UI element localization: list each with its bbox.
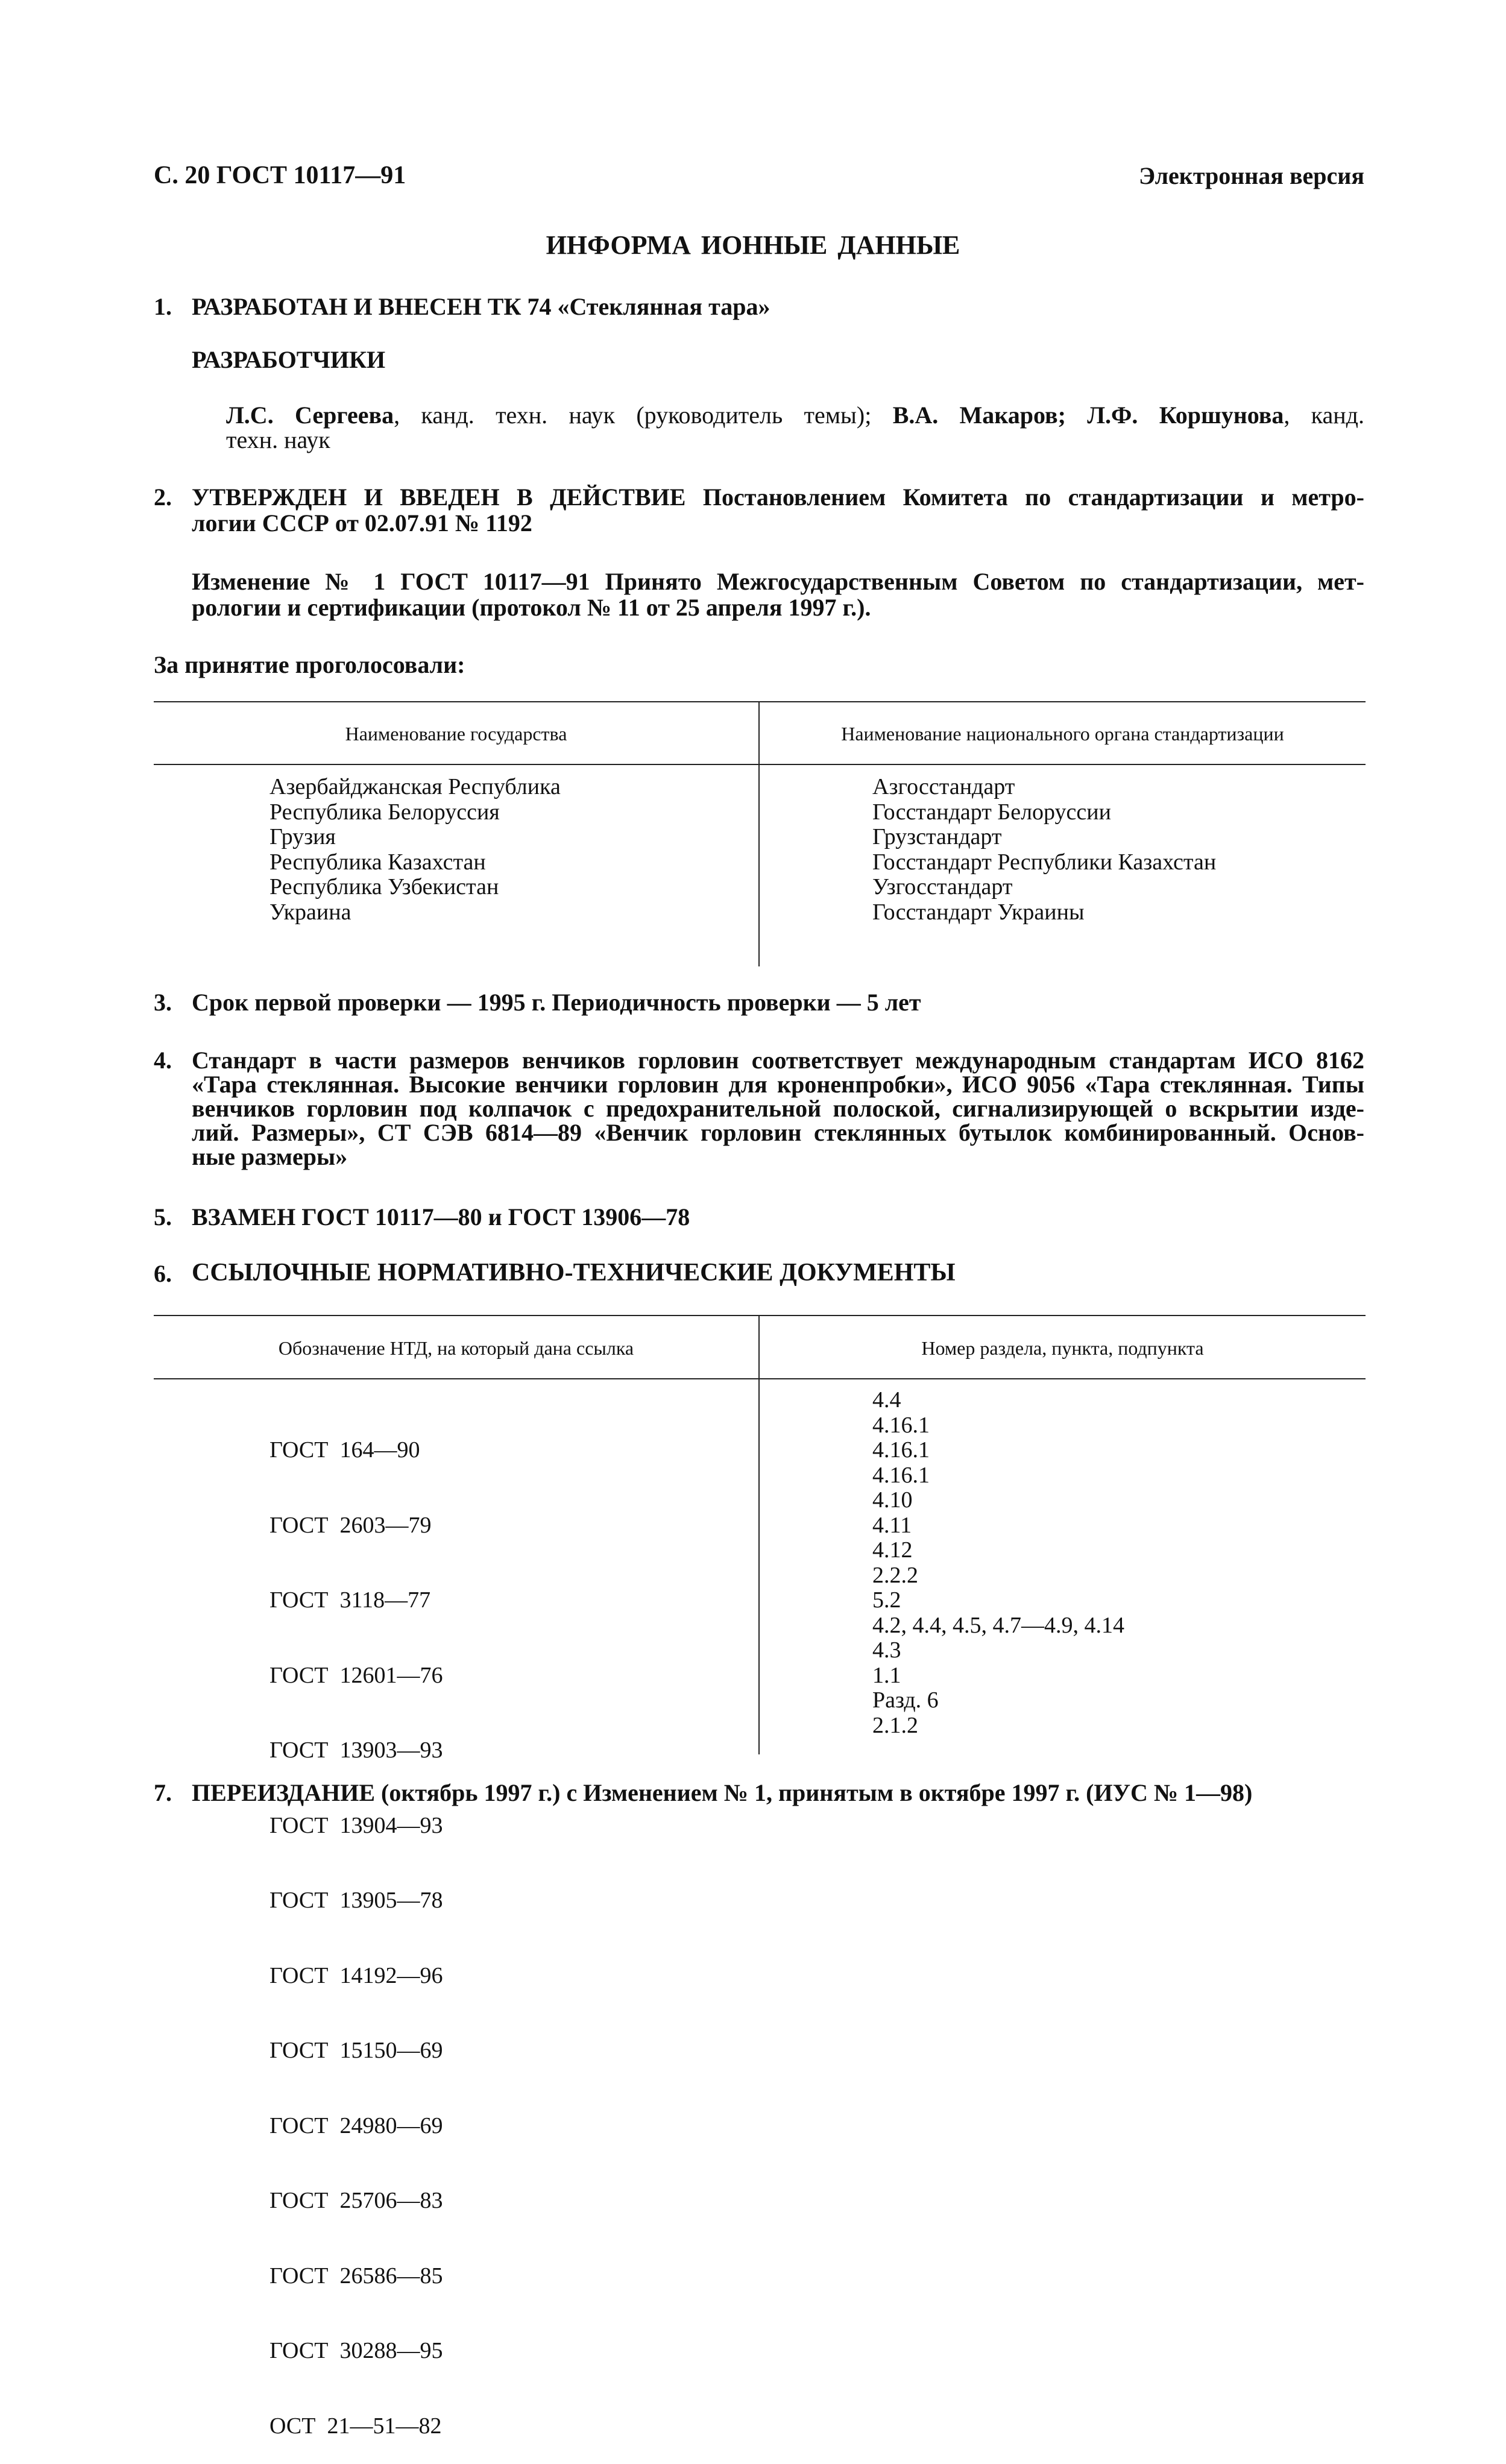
section-4-line-5: ные размеры»	[192, 1143, 348, 1170]
referenced-document: ОСТ 21—51—82	[269, 2413, 442, 2439]
refs-table-top-rule	[154, 1315, 1366, 1316]
section-4-number: 4.	[154, 1047, 172, 1074]
section-2-number: 2.	[154, 484, 172, 511]
refs-table-header-rule	[154, 1378, 1366, 1379]
state-name: Азербайджанская Республика	[269, 774, 561, 799]
state-name: Республика Казахстан	[269, 849, 486, 875]
refs-table-column-divider	[758, 1315, 760, 1754]
state-name: Украина	[269, 899, 351, 925]
referenced-document: ГОСТ 2603—79	[269, 1512, 432, 1538]
section-4-line-2: «Тара стеклянная. Высокие венчики горловин для кроненпробки», ИСО 9056 «Тара стеклянная. Типы	[192, 1071, 1364, 1098]
page-reference: С. 20 ГОСТ 10117—91	[154, 162, 406, 189]
developer-role-2: , канд.	[1284, 402, 1365, 429]
standards-body: Узгосстандарт	[872, 874, 1013, 900]
section-5-number: 5.	[154, 1203, 172, 1230]
clause-number: 4.10	[872, 1487, 913, 1513]
standards-body: Грузстандарт	[872, 824, 1002, 849]
clause-number: 4.2, 4.4, 4.5, 4.7—4.9, 4.14	[872, 1612, 1124, 1638]
state-name: Грузия	[269, 824, 336, 849]
referenced-document: ГОСТ 164—90	[269, 1437, 420, 1463]
page-title: ИНФОРМА ИОННЫЕ ДАННЫЕ	[546, 230, 960, 260]
clause-number: 2.1.2	[872, 1712, 918, 1738]
states-table-header-rule	[154, 764, 1366, 765]
states-table-top-rule	[154, 701, 1366, 702]
standards-body: Госстандарт Республики Казахстан	[872, 849, 1217, 875]
voted-label: За принятие проголосовали:	[154, 651, 465, 678]
developer-names-2: В.А. Макаров; Л.Ф. Коршунова	[892, 402, 1284, 429]
developer-name-1: Л.С. Сергеева	[226, 402, 394, 429]
clause-number: 4.16.1	[872, 1412, 930, 1438]
section-3-text: Срок первой проверки — 1995 г. Периодичность проверки — 5 лет	[192, 989, 921, 1016]
section-5-text: ВЗАМЕН ГОСТ 10117—80 и ГОСТ 13906—78	[192, 1203, 690, 1230]
section-1-number: 1.	[154, 293, 172, 320]
standards-body: Госстандарт Белоруссии	[872, 799, 1111, 825]
referenced-document: ГОСТ 13905—78	[269, 1888, 443, 1913]
referenced-document: ГОСТ 26586—85	[269, 2263, 443, 2289]
states-table-header-body: Наименование национального органа стандартизации	[841, 723, 1284, 745]
clause-number: 4.11	[872, 1512, 912, 1538]
referenced-document: ГОСТ 25706—83	[269, 2188, 443, 2213]
section-6-text: ССЫЛОЧНЫЕ НОРМАТИВНО-ТЕХНИЧЕСКИЕ ДОКУМЕНТЫ	[192, 1259, 956, 1287]
standards-bodies-column	[872, 775, 1216, 925]
states-table-header-state: Наименование государства	[345, 723, 567, 745]
clause-number: 4.16.1	[872, 1437, 930, 1463]
state-name: Республика Белоруссия	[269, 799, 500, 825]
amendment-line-2: рологии и сертификации (протокол № 11 от 25 апреля 1997 г.).	[192, 594, 871, 621]
referenced-document: ГОСТ 12601—76	[269, 1662, 443, 1688]
states-column	[269, 775, 561, 925]
developers-line-1	[226, 402, 1364, 429]
referenced-document: ГОСТ 13903—93	[269, 1738, 443, 1763]
clause-number: 4.16.1	[872, 1462, 930, 1488]
clause-number: 1.1	[872, 1662, 901, 1688]
referenced-document: ГОСТ 3118—77	[269, 1587, 431, 1613]
section-6-number: 6.	[154, 1260, 172, 1287]
referenced-document: ГОСТ 15150—69	[269, 2038, 443, 2063]
section-7-text: ПЕРЕИЗДАНИЕ (октябрь 1997 г.) с Изменением № 1, принятым в октябре 1997 г. (ИУС № 1—98)	[192, 1779, 1253, 1806]
clause-number: 5.2	[872, 1587, 901, 1613]
section-3-number: 3.	[154, 989, 172, 1016]
section-2-line-1: УТВЕРЖДЕН И ВВЕДЕН В ДЕЙСТВИЕ Постановлением Комитета по стандартизации и метро-	[192, 484, 1364, 511]
state-name: Республика Узбекистан	[269, 874, 499, 900]
standards-body: Азгосстандарт	[872, 774, 1015, 799]
clause-number: 4.4	[872, 1387, 901, 1413]
standards-body: Госстандарт Украины	[872, 899, 1085, 925]
section-2-line-2: логии СССР от 02.07.91 № 1192	[192, 509, 532, 537]
developers-heading: РАЗРАБОТЧИКИ	[192, 346, 386, 373]
refs-documents-column	[269, 1388, 443, 2464]
section-1-text: РАЗРАБОТАН И ВНЕСЕН ТК 74 «Стеклянная тара»	[192, 293, 770, 320]
clause-number: 4.3	[872, 1637, 901, 1663]
section-4-line-1: Стандарт в части размеров венчиков горловин соответствует международным стандартам ИСО 8162	[192, 1047, 1364, 1074]
refs-clauses-column	[872, 1388, 1124, 1738]
developers-line-2: техн. наук	[226, 426, 330, 453]
clause-number: 2.2.2	[872, 1562, 918, 1588]
referenced-document: ГОСТ 14192—96	[269, 1962, 443, 1988]
referenced-document: ГОСТ 13904—93	[269, 1812, 443, 1838]
refs-table-header-document: Обозначение НТД, на который дана ссылка	[278, 1337, 634, 1359]
clause-number: Разд. 6	[872, 1687, 939, 1713]
section-7-number: 7.	[154, 1779, 172, 1806]
clause-number: 4.12	[872, 1537, 913, 1563]
referenced-document: ГОСТ 30288—95	[269, 2338, 443, 2363]
refs-table-header-clause: Номер раздела, пункта, подпункта	[921, 1337, 1204, 1359]
developer-role-1: , канд. техн. наук (руководитель темы);	[394, 402, 872, 429]
section-4-line-4: лий. Размеры», СТ СЭВ 6814—89 «Венчик горловин стеклянных бутылок комбинированный. Основ-	[192, 1119, 1364, 1146]
amendment-line-1: Изменение № 1 ГОСТ 10117—91 Принято Межгосударственным Советом по стандартизации, мет-	[192, 568, 1364, 595]
referenced-document: ГОСТ 24980—69	[269, 2113, 443, 2138]
section-4-line-3: венчиков горловин под колпачок с предохранительной полоской, сигнализирующей о вскрытии изде-	[192, 1095, 1364, 1122]
version-label: Электронная версия	[1138, 162, 1364, 189]
